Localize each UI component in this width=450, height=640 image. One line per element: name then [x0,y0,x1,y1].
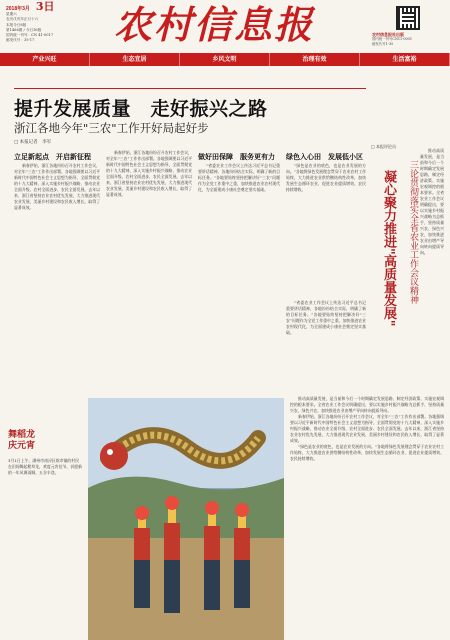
article-headline: 提升发展质量 走好振兴之路 [14,98,268,120]
publisher-name: 农村信息报社出版 [372,32,404,37]
section-heading: 绿色入心田 发展低小区 [286,153,363,161]
commentary-title: 凝心聚力推进"高质量发展" [381,170,396,327]
dragon-dance-photo [88,398,284,640]
commentary-body [290,396,444,638]
commentary-text: “绿色是农业的底色，也是农业发展的方向。”各地将绿色发展理念贯穿于农业农村工作始终，大力推进农业供给侧结构性改革，加快发展生态循环农业，促进农业提质增效、农民持续增收。 [290,444,444,461]
commentary-author: □ 本报评论员 [371,144,397,149]
masthead-info-line: 星期六 [6,12,17,17]
headline-rule [14,88,366,89]
masthead-publisher [372,32,446,47]
article-byline: □ 本报记者 李军 [14,140,52,145]
section-text: “省委农业工作会议上传达习近平总书记重要讲话精神，各地纷纷结合实际，明确了新的目标任务。”各地要始终坚持把解决好“三农”问题作为全党工作重中之重，加快推进农业农村现代化，为全面建成小康社会奠定坚实基础。 [198,163,280,192]
issue-day: 3日 [35,0,55,13]
section-text: “绿色是农业的底色，也是农业发展的方向。”各地将绿色发展理念贯穿于农业农村工作始终，大力推进农业供给侧结构性改革，加快发展生态循环农业，促进农业提质增效、农民持续增收。 [286,163,366,192]
article-column-2 [106,150,192,390]
section-text: “省委农业工作会议上传达习近平总书记重要讲话精神，各地纷纷结合实际，明确了新的目标任务。”各地要始终坚持把解决好“三农”问题作为全党工作重中之重，加快推进农业农村现代化，为全面建成小康社会奠定坚实基础。 [286,300,366,335]
masthead-info-line: 第1466期 / 今日16版 [6,27,42,32]
section-text: 新春伊始，浙江各地纷纷召开农村工作会议，对全年“三农”工作作出部署。各地强调要以习近平新时代中国特色社会主义思想为指导，全面贯彻党的十九大精神，深入实施乡村振兴战略，推动农业全面升级、农村全面进步、农民全面发展。去年以来，浙江省坚持农业农村优先发展，大力推进现代农业发展、美丽乡村建设和农民收入增长，取得了显著成效。 [14,163,100,210]
article-subhead: 浙江各地今年"三农"工作开好局起好步 [14,121,209,135]
publisher-line: 邮发代号1-35 [372,42,394,46]
photo-illustration [88,398,284,640]
masthead-info-line: 邮发代号：35-17 [6,38,35,43]
issue-date: 2018年3月 [6,6,30,12]
section-nav-bar [0,53,450,66]
article-column-3 [198,150,280,390]
commentary-text: 推动高质量发展，是当前和今后一个时期确定发展思路、制定经济政策、实施宏观调控的根本要求。全省农业工作会议明确提出，要以实施乡村振兴战略为总抓手，坚持质量兴农、绿色兴农，加快推进农业由增产导向转向提质导向。 [290,396,444,413]
article-column-4b [286,300,366,392]
section-text: 新春伊始，浙江各地纷纷召开农村工作会议，对全年“三农”工作作出部署。各地强调要以习近平新时代中国特色社会主义思想为指导，全面贯彻党的十九大精神，深入实施乡村振兴战略，推动农业全面升级、农村全面进步、农民全面发展。去年以来，浙江省坚持农业农村优先发展，大力推进现代农业发展、美丽乡村建设和农民收入增长，取得了显著成效。 [106,150,192,197]
photo-story-title: 舞稻龙 庆元宵 [8,430,36,451]
masthead-info-line: 国内统一刊号：CN 41-0017 [6,33,54,38]
newspaper-title: 农村信息报 [113,2,314,47]
photo-story-caption: 3月1日上午，湖州市南浔区练市镇的村民在田间舞起稻草龙，欢度元宵佳节，祈愿新的一年风调雨顺、五谷丰登。 [8,458,82,475]
nav-item[interactable]: 乡风文明 [180,53,270,66]
qr-code-icon [396,6,420,30]
masthead-info-line: 农历戊戌年正月十六 [6,17,39,22]
publisher-line: 国内统一刊号CN11-0001 [372,37,412,41]
nav-item[interactable]: 生活富裕 [360,53,450,66]
commentary-subtitle: 三论贯彻落实全省农业工作会议精神 [408,160,418,304]
article-column-1 [14,150,100,390]
nav-item[interactable]: 生态宜居 [90,53,180,66]
section-heading: 做好田保障 服务更有力 [198,153,275,161]
nav-item[interactable]: 产业兴旺 [0,53,90,66]
masthead-info-line: 本报今日8版 [6,22,27,27]
nav-item[interactable]: 治理有效 [270,53,360,66]
masthead-info [6,0,98,43]
commentary-text: 新春伊始，浙江各地纷纷召开农村工作会议，对全年“三农”工作作出部署。各地强调要以习近平新时代中国特色社会主义思想为指导，全面贯彻党的十九大精神，深入实施乡村振兴战略，推动农业全面升级、农村全面进步、农民全面发展。去年以来，浙江省坚持农业农村优先发展，大力推进现代农业发展、美丽乡村建设和农民收入增长，取得了显著成效。 [290,414,444,443]
section-heading: 立足新起点 开启新征程 [14,153,91,161]
commentary-text: 推动高质量发展，是当前和今后一个时期确定发展思路、制定经济政策、实施宏观调控的根本要求。全省农业工作会议明确提出，要以实施乡村振兴战略为总抓手，坚持质量兴农、绿色兴农，加快推进农业由增产导向转向提质导向。 [420,148,444,255]
